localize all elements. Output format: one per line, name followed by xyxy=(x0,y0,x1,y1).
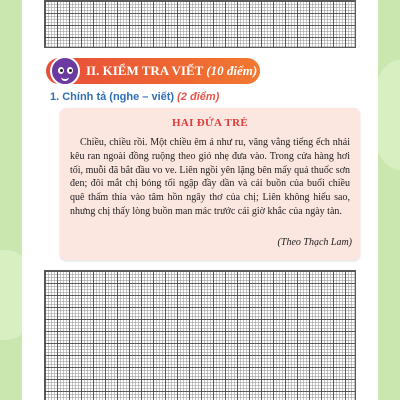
writing-grid-bottom[interactable] xyxy=(44,270,356,400)
passage-title: HAI ĐỨA TRẺ xyxy=(171,117,249,129)
mascot-eye-icon xyxy=(58,67,64,74)
passage-body: Chiều, chiều rồi. Một chiều êm ả như ru, văng vẳng tiếng ếch nhái kêu ran ngoài đồng ruộng theo gió nhẹ đưa vào. Trong cửa hàng hơi tối, muỗi đã bắt đầu vo ve. Liên ngồi yên lặng bên mấy quả thuốc sơn đen; đôi mắt chị bóng tối ngập đầy dần và cái buồn của buổi chiều quê thấm thía vào tâm hồn ngây thơ của chị; Liên không hiểu sao, nhưng chị thấy lòng buồn man mác trước cái giờ khắc của ngày tàn. xyxy=(70,137,350,217)
section-title-text: II. KIỂM TRA VIẾT xyxy=(86,63,204,78)
reading-passage-box xyxy=(60,108,360,260)
worksheet-page xyxy=(22,0,378,400)
subsection-heading xyxy=(50,91,219,103)
writing-grid-top xyxy=(44,0,356,48)
section-points: (10 điểm) xyxy=(206,63,258,78)
subsection-label: 1. Chính tả (nghe – viết) xyxy=(50,91,175,103)
mascot-mouth-icon xyxy=(61,76,69,81)
subsection-points: (2 điểm) xyxy=(177,91,220,103)
purple-mascot-icon xyxy=(50,56,80,86)
passage-source: (Theo Thạch Lam) xyxy=(277,237,352,248)
section-title xyxy=(86,63,257,79)
mascot-eye-icon xyxy=(67,67,73,74)
